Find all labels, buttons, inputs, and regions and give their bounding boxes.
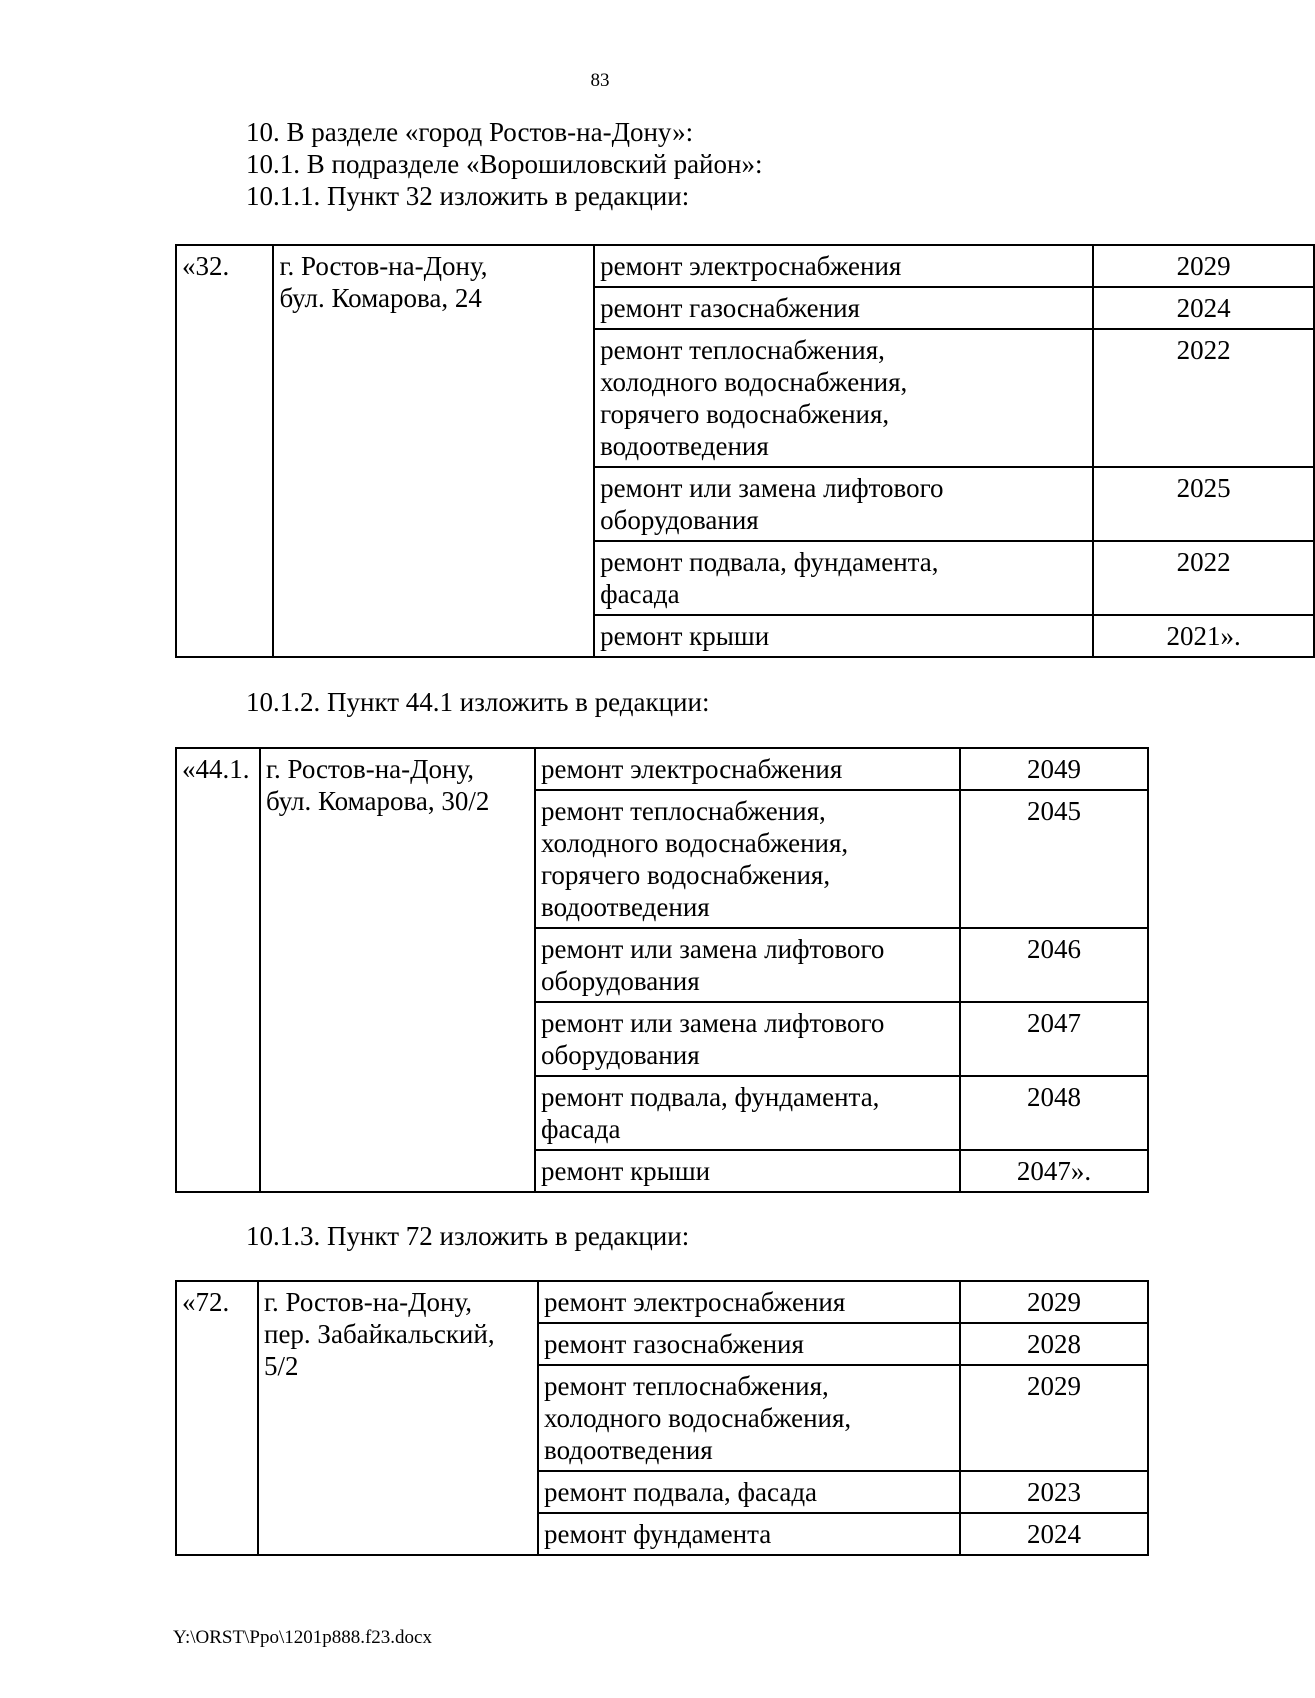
work-cell: ремонт теплоснабжения, холодного водоснабжения, горячего водоснабжения, водоотведения bbox=[535, 790, 960, 928]
table-item-32 bbox=[175, 244, 1315, 658]
work-cell: ремонт подвала, фундамента, фасада bbox=[535, 1076, 960, 1150]
address-cell: г. Ростов-на-Дону, бул. Комарова, 24 bbox=[273, 245, 594, 657]
item-heading-32: 10.1.1. Пункт 32 изложить в редакции: bbox=[246, 181, 690, 211]
item-number: «32. bbox=[176, 245, 273, 657]
table-row bbox=[176, 245, 1314, 287]
subsection-heading: 10.1. В подразделе «Ворошиловский район»: bbox=[246, 149, 763, 179]
item-heading-72: 10.1.3. Пункт 72 изложить в редакции: bbox=[246, 1221, 690, 1251]
table-item-44-1 bbox=[175, 747, 1149, 1193]
work-cell: ремонт крыши bbox=[535, 1150, 960, 1192]
table-row bbox=[176, 1281, 1148, 1323]
work-cell: ремонт электроснабжения bbox=[538, 1281, 960, 1323]
year-cell: 2047». bbox=[960, 1150, 1148, 1192]
year-cell: 2029 bbox=[960, 1281, 1148, 1323]
year-cell: 2029 bbox=[960, 1365, 1148, 1471]
year-cell: 2024 bbox=[1093, 287, 1314, 329]
year-cell: 2024 bbox=[960, 1513, 1148, 1555]
work-cell: ремонт или замена лифтового оборудования bbox=[535, 1002, 960, 1076]
year-cell: 2029 bbox=[1093, 245, 1314, 287]
file-path-footer: Y:\ORST\Ppo\1201p888.f23.docx bbox=[173, 1627, 432, 1648]
work-cell: ремонт крыши bbox=[594, 615, 1093, 657]
year-cell: 2047 bbox=[960, 1002, 1148, 1076]
year-cell: 2025 bbox=[1093, 467, 1314, 541]
work-cell: ремонт газоснабжения bbox=[594, 287, 1093, 329]
work-cell: ремонт подвала, фундамента, фасада bbox=[594, 541, 1093, 615]
year-cell: 2022 bbox=[1093, 329, 1314, 467]
section-heading: 10. В разделе «город Ростов-на-Дону»: bbox=[246, 117, 694, 147]
item-number: «72. bbox=[176, 1281, 258, 1555]
year-cell: 2049 bbox=[960, 748, 1148, 790]
work-cell: ремонт теплоснабжения, холодного водоснабжения, водоотведения bbox=[538, 1365, 960, 1471]
work-cell: ремонт фундамента bbox=[538, 1513, 960, 1555]
year-cell: 2045 bbox=[960, 790, 1148, 928]
work-cell: ремонт теплоснабжения, холодного водоснабжения, горячего водоснабжения, водоотведения bbox=[594, 329, 1093, 467]
work-cell: ремонт электроснабжения bbox=[594, 245, 1093, 287]
table-item-72 bbox=[175, 1280, 1149, 1556]
item-heading-44-1: 10.1.2. Пункт 44.1 изложить в редакции: bbox=[246, 687, 710, 717]
page-number: 83 bbox=[590, 70, 610, 91]
address-cell: г. Ростов-на-Дону, бул. Комарова, 30/2 bbox=[260, 748, 535, 1192]
work-cell: ремонт или замена лифтового оборудования bbox=[594, 467, 1093, 541]
work-cell: ремонт подвала, фасада bbox=[538, 1471, 960, 1513]
work-cell: ремонт или замена лифтового оборудования bbox=[535, 928, 960, 1002]
work-cell: ремонт электроснабжения bbox=[535, 748, 960, 790]
year-cell: 2028 bbox=[960, 1323, 1148, 1365]
work-cell: ремонт газоснабжения bbox=[538, 1323, 960, 1365]
address-cell: г. Ростов-на-Дону, пер. Забайкальский, 5/2 bbox=[258, 1281, 538, 1555]
year-cell: 2046 bbox=[960, 928, 1148, 1002]
item-number: «44.1. bbox=[176, 748, 260, 1192]
year-cell: 2048 bbox=[960, 1076, 1148, 1150]
table-row bbox=[176, 748, 1148, 790]
year-cell: 2022 bbox=[1093, 541, 1314, 615]
year-cell: 2023 bbox=[960, 1471, 1148, 1513]
year-cell: 2021». bbox=[1093, 615, 1314, 657]
